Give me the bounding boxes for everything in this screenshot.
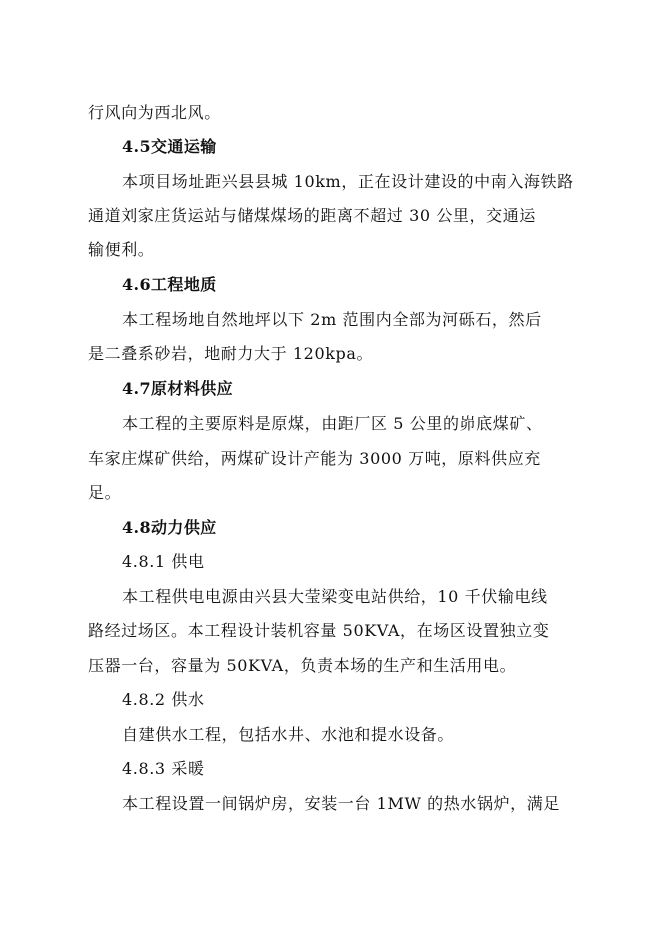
paragraph-line: 本工程供电电源由兴县大莹梁变电站供给，10 千伏输电线 [122,587,548,606]
section-heading-4-7: 4.7原材料供应 [122,379,234,398]
paragraph-line: 足。 [88,483,122,502]
paragraph-line: 输便利。 [88,240,155,259]
subsection-heading-4-8-3: 4.8.3 采暖 [122,759,205,778]
paragraph-line: 自建供水工程，包括水井、水池和提水设备。 [122,725,455,744]
paragraph-line: 本工程设置一间锅炉房，安装一台 1MW 的热水锅炉，满足 [122,794,560,813]
section-heading-4-6: 4.6工程地质 [122,275,217,294]
section-heading-4-5: 4.5交通运输 [122,137,217,156]
section-heading-4-8: 4.8动力供应 [122,518,217,537]
paragraph-line: 是二叠系砂岩，地耐力大于 120kpa。 [88,344,374,363]
paragraph-line: 本工程的主要原料是原煤，由距厂区 5 公里的峁底煤矿、 [122,414,543,433]
subsection-heading-4-8-2: 4.8.2 供水 [122,690,205,709]
paragraph-line: 本工程场地自然地坪以下 2m 范围内全部为河砾石，然后 [122,310,542,329]
paragraph-line: 行风向为西北风。 [88,103,221,122]
paragraph-line: 车家庄煤矿供给，两煤矿设计产能为 3000 万吨，原料供应充 [88,449,541,468]
paragraph-line: 通道刘家庄货运站与储煤煤场的距离不超过 30 公里，交通运 [88,206,536,225]
paragraph-line: 路经过场区。本工程设计装机容量 50KVA，在场区设置独立变 [88,621,550,640]
paragraph-line: 压器一台，容量为 50KVA，负责本场的生产和生活用电。 [88,656,517,675]
paragraph-line: 本项目场址距兴县县城 10km，正在设计建设的中南入海铁路 [122,172,574,191]
subsection-heading-4-8-1: 4.8.1 供电 [122,552,205,571]
